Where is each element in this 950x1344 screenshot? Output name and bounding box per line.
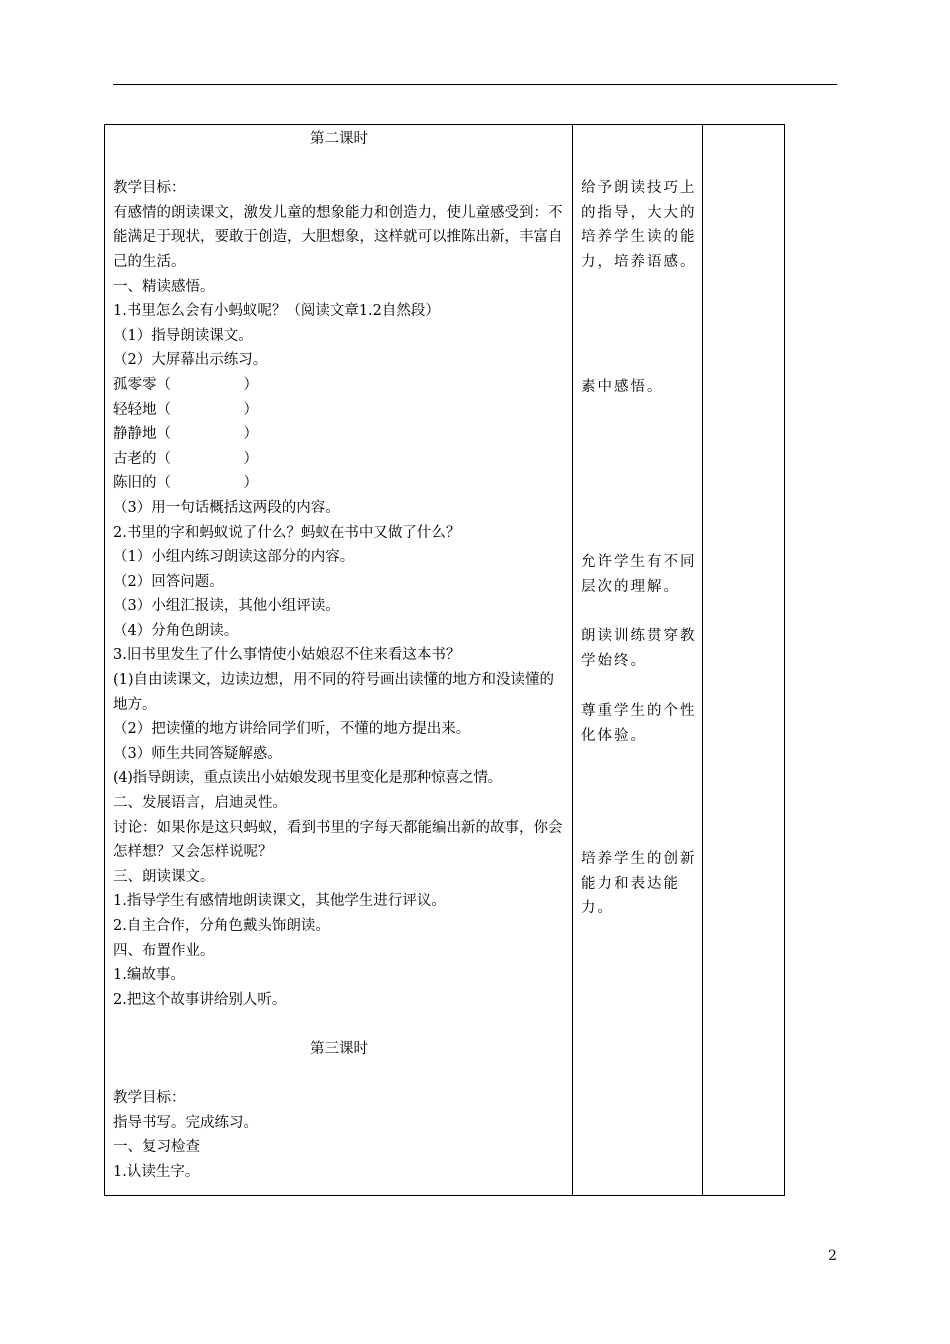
exercise-line: 轻轻地（ ） xyxy=(113,401,258,418)
exercise-line: 古老的（ ） xyxy=(113,450,258,467)
step-line: （1）指导朗读课文。 xyxy=(113,327,253,344)
discussion-text: 讨论：如果你是这只蚂蚁，看到书里的字每天都能编出新的故事，你会怎样想？又会怎样说呢？ xyxy=(113,819,563,861)
step-line: （2）回答问题。 xyxy=(113,573,224,590)
note-reading-training: 朗读训练贯穿教学始终。 xyxy=(581,628,697,669)
column-divider xyxy=(702,125,703,1195)
lesson-plan-table xyxy=(104,124,785,1196)
step-line: 2.书里的字和蚂蚁说了什么？蚂蚁在书中又做了什么？ xyxy=(113,524,461,541)
step-line: 一、复习检查 xyxy=(113,1139,200,1156)
step-line: （1）小组内练习朗读这部分的内容。 xyxy=(113,549,355,566)
lesson-2-goal-label: 教学目标： xyxy=(113,180,186,197)
step-line: 1.指导学生有感情地朗读课文，其他学生进行评议。 xyxy=(113,893,446,910)
step-line: （3）师生共同答疑解惑。 xyxy=(113,745,282,762)
note-personal-experience: 尊重学生的个性化体验。 xyxy=(581,703,697,744)
step-line: 一、精读感悟。 xyxy=(113,278,215,295)
step-line: 2.自主合作，分角色戴头饰朗读。 xyxy=(113,918,330,934)
step-line: （4）分角色朗读。 xyxy=(113,622,239,639)
step-line: （3）用一句话概括这两段的内容。 xyxy=(113,499,340,516)
step-line: （2）把读懂的地方讲给同学们听，不懂的地方提出来。 xyxy=(113,721,471,738)
step-line: （3）小组汇报读，其他小组评读。 xyxy=(113,598,340,615)
page-number: 2 xyxy=(828,1248,837,1264)
step-line: 1.认读生字。 xyxy=(113,1163,200,1180)
exercise-line: 陈旧的（ ） xyxy=(113,475,258,492)
column-divider xyxy=(572,125,573,1195)
note-creativity: 培养学生的创新能力和表达能力。 xyxy=(581,851,697,917)
lesson-2-steps xyxy=(113,275,565,669)
step-line: (4)指导朗读，重点读出小姑娘发现书里变化是那种惊喜之情。 xyxy=(113,770,502,787)
lesson-2-title: 第二课时 xyxy=(310,131,368,147)
step-line: 2.把这个故事讲给别人听。 xyxy=(113,991,287,1008)
step-line: 指导书写。完成练习。 xyxy=(113,1114,258,1131)
note-perception: 素中感悟。 xyxy=(581,379,664,395)
step-line: 1.书里怎么会有小蚂蚁呢？（阅读文章1.2自然段） xyxy=(113,303,440,320)
step-line: 3.旧书里发生了什么事情使小姑娘忍不住来看这本书？ xyxy=(113,647,461,664)
header-rule xyxy=(113,84,837,85)
step-line: (1)自由读课文，边读边想，用不同的符号画出读懂的地方和没读懂的地方。 xyxy=(113,672,555,713)
note-understanding: 允许学生有不同层次的理解。 xyxy=(581,554,697,595)
step-line: 四、布置作业。 xyxy=(113,942,215,959)
step-line: 三、朗读课文。 xyxy=(113,868,215,885)
step-line: 二、发展语言，启迪灵性。 xyxy=(113,795,287,812)
lesson-2-goal-text: 有感情的朗读课文，激发儿童的想象能力和创造力，使儿童感受到：不能满足于现状，要敢于创造，大胆想象，这样就可以推陈出新，丰富自己的生活。 xyxy=(113,204,563,270)
teaching-content-column xyxy=(113,125,565,1185)
lesson-3-title: 第三课时 xyxy=(310,1040,368,1057)
lesson-3-goal-label: 教学目标： xyxy=(113,1090,186,1107)
step-line: （2）大屏幕出示练习。 xyxy=(113,352,268,369)
step-line: 1.编故事。 xyxy=(113,967,185,984)
note-reading-guidance: 给予朗读技巧上的指导，大大的培养学生读的能力，培养语感。 xyxy=(581,180,697,270)
exercise-line: 静静地（ ） xyxy=(113,426,258,443)
exercise-line: 孤零零（ ） xyxy=(113,376,258,393)
